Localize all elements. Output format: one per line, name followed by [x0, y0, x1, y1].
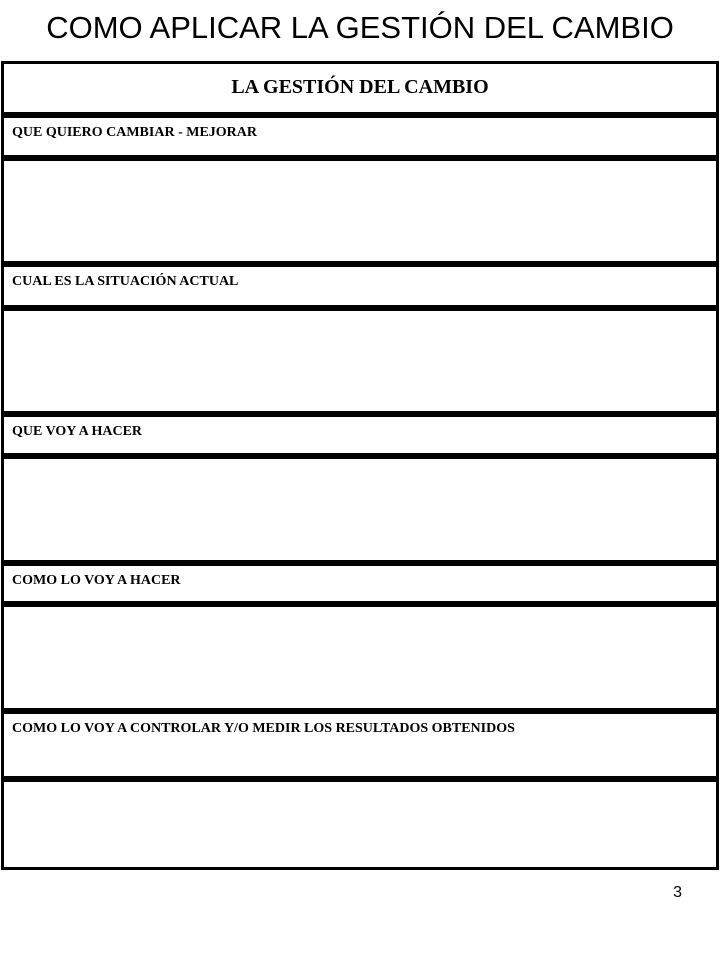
section-label-how-to-control: COMO LO VOY A CONTROLAR Y/O MEDIR LOS RESULTADOS OBTENIDOS — [12, 721, 515, 736]
section-label-what-to-do: QUE VOY A HACER — [12, 424, 143, 439]
change-management-form — [1, 61, 719, 870]
answer-field-current-situation[interactable] — [4, 311, 716, 411]
form-header: LA GESTIÓN DEL CAMBIO — [231, 76, 489, 98]
answer-field-what-to-do[interactable] — [4, 459, 716, 560]
section-label-current-situation: CUAL ES LA SITUACIÓN ACTUAL — [12, 274, 239, 289]
answer-field-how-to-do[interactable] — [4, 607, 716, 708]
section-label-how-to-do: COMO LO VOY A HACER — [12, 573, 181, 588]
section-label-what-to-change: QUE QUIERO CAMBIAR - MEJORAR — [12, 125, 257, 140]
slide-title: COMO APLICAR LA GESTIÓN DEL CAMBIO — [46, 10, 674, 45]
page-number: 3 — [673, 884, 682, 901]
answer-field-what-to-change[interactable] — [4, 161, 716, 261]
answer-field-how-to-control[interactable] — [4, 782, 716, 867]
